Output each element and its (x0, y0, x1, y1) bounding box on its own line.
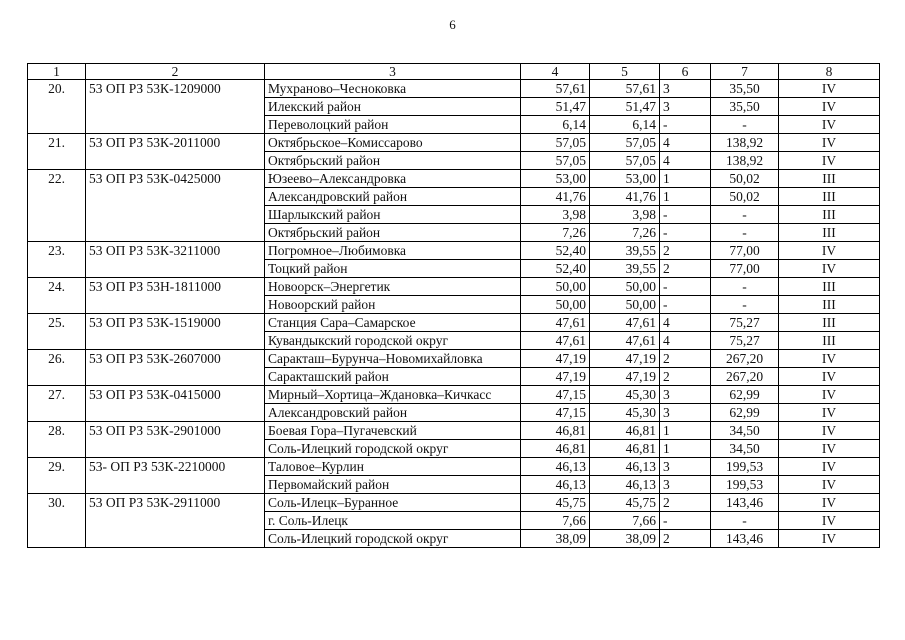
row-number-cell: 20. (28, 80, 86, 134)
col4-cell: 47,61 (521, 314, 590, 332)
row-number-cell: 27. (28, 386, 86, 422)
col7-cell: 62,99 (711, 404, 779, 422)
col6-cell: - (660, 296, 711, 314)
col4-cell: 3,98 (521, 206, 590, 224)
road-name-cell: Боевая Гора–Пугачевский (265, 422, 521, 440)
col8-cell: IV (779, 404, 880, 422)
road-name-cell: Первомайский район (265, 476, 521, 494)
road-name-cell: Соль-Илецкий городской округ (265, 440, 521, 458)
col8-cell: IV (779, 350, 880, 368)
road-name-cell: Новоорск–Энергетик (265, 278, 521, 296)
col4-cell: 52,40 (521, 242, 590, 260)
col5-cell: 39,55 (590, 260, 660, 278)
header-row (28, 64, 880, 80)
road-name-cell: Погромное–Любимовка (265, 242, 521, 260)
col4-cell: 45,75 (521, 494, 590, 512)
road-name-cell: Мухраново–Чесноковка (265, 80, 521, 98)
road-name-cell: Саракташ–Бурунча–Новомихайловка (265, 350, 521, 368)
road-name-cell: Шарлыкский район (265, 206, 521, 224)
col6-cell: - (660, 206, 711, 224)
road-name-cell: Тоцкий район (265, 260, 521, 278)
col7-cell: 138,92 (711, 152, 779, 170)
col6-cell: 2 (660, 494, 711, 512)
road-code-cell: 53 ОП РЗ 53К-0425000 (86, 170, 265, 242)
col5-cell: 47,61 (590, 332, 660, 350)
col8-cell: IV (779, 152, 880, 170)
table-row (28, 314, 880, 332)
col6-cell: 3 (660, 458, 711, 476)
table-body (28, 80, 880, 548)
col-header-8: 8 (779, 64, 880, 80)
col8-cell: IV (779, 242, 880, 260)
road-name-cell: Октябрьский район (265, 152, 521, 170)
col7-cell: 138,92 (711, 134, 779, 152)
col5-cell: 41,76 (590, 188, 660, 206)
col6-cell: 3 (660, 386, 711, 404)
col6-cell: 3 (660, 404, 711, 422)
col5-cell: 46,81 (590, 440, 660, 458)
road-code-cell: 53 ОП РЗ 53К-3211000 (86, 242, 265, 278)
col7-cell: 50,02 (711, 170, 779, 188)
col-header-5: 5 (590, 64, 660, 80)
col6-cell: 2 (660, 350, 711, 368)
col8-cell: IV (779, 530, 880, 548)
col7-cell: - (711, 512, 779, 530)
col8-cell: III (779, 206, 880, 224)
col7-cell: - (711, 116, 779, 134)
table-row (28, 494, 880, 512)
road-name-cell: г. Соль-Илецк (265, 512, 521, 530)
col6-cell: - (660, 512, 711, 530)
roads-table (27, 63, 880, 548)
col4-cell: 41,76 (521, 188, 590, 206)
col6-cell: 4 (660, 332, 711, 350)
col8-cell: IV (779, 116, 880, 134)
road-code-cell: 53 ОП РЗ 53К-1209000 (86, 80, 265, 134)
col6-cell: 1 (660, 188, 711, 206)
table-row (28, 80, 880, 98)
col7-cell: 62,99 (711, 386, 779, 404)
table-row (28, 350, 880, 368)
col-header-3: 3 (265, 64, 521, 80)
col7-cell: 75,27 (711, 314, 779, 332)
col7-cell: 50,02 (711, 188, 779, 206)
table-row (28, 170, 880, 188)
road-name-cell: Октябрьский район (265, 224, 521, 242)
col8-cell: III (779, 170, 880, 188)
col-header-6: 6 (660, 64, 711, 80)
col8-cell: IV (779, 98, 880, 116)
col6-cell: 3 (660, 98, 711, 116)
col4-cell: 47,61 (521, 332, 590, 350)
col6-cell: 1 (660, 170, 711, 188)
col8-cell: IV (779, 368, 880, 386)
col5-cell: 47,19 (590, 350, 660, 368)
col5-cell: 7,66 (590, 512, 660, 530)
col4-cell: 46,13 (521, 476, 590, 494)
road-code-cell: 53 ОП РЗ 53Н-1811000 (86, 278, 265, 314)
col7-cell: 75,27 (711, 332, 779, 350)
col5-cell: 50,00 (590, 278, 660, 296)
col4-cell: 53,00 (521, 170, 590, 188)
col4-cell: 51,47 (521, 98, 590, 116)
col8-cell: IV (779, 386, 880, 404)
col5-cell: 7,26 (590, 224, 660, 242)
row-number-cell: 23. (28, 242, 86, 278)
col5-cell: 38,09 (590, 530, 660, 548)
road-code-cell: 53 ОП РЗ 53К-2911000 (86, 494, 265, 548)
col6-cell: 1 (660, 422, 711, 440)
col4-cell: 57,05 (521, 134, 590, 152)
col6-cell: - (660, 278, 711, 296)
road-name-cell: Александровский район (265, 404, 521, 422)
col4-cell: 46,81 (521, 422, 590, 440)
col-header-2: 2 (86, 64, 265, 80)
table-row (28, 422, 880, 440)
col8-cell: IV (779, 476, 880, 494)
col8-cell: IV (779, 494, 880, 512)
col4-cell: 47,15 (521, 386, 590, 404)
col5-cell: 45,30 (590, 404, 660, 422)
table-row (28, 278, 880, 296)
col5-cell: 6,14 (590, 116, 660, 134)
col4-cell: 47,19 (521, 368, 590, 386)
col8-cell: IV (779, 512, 880, 530)
col4-cell: 38,09 (521, 530, 590, 548)
col7-cell: - (711, 206, 779, 224)
col8-cell: III (779, 224, 880, 242)
col5-cell: 51,47 (590, 98, 660, 116)
col7-cell: 143,46 (711, 494, 779, 512)
col6-cell: 2 (660, 368, 711, 386)
col8-cell: IV (779, 80, 880, 98)
road-name-cell: Илекский район (265, 98, 521, 116)
col5-cell: 45,75 (590, 494, 660, 512)
row-number-cell: 21. (28, 134, 86, 170)
road-name-cell: Таловое–Курлин (265, 458, 521, 476)
col8-cell: IV (779, 440, 880, 458)
col8-cell: III (779, 332, 880, 350)
col7-cell: 199,53 (711, 476, 779, 494)
col5-cell: 39,55 (590, 242, 660, 260)
road-name-cell: Новоорский район (265, 296, 521, 314)
row-number-cell: 22. (28, 170, 86, 242)
col5-cell: 57,05 (590, 152, 660, 170)
col6-cell: 2 (660, 260, 711, 278)
road-name-cell: Октябрьское–Комиссарово (265, 134, 521, 152)
col6-cell: - (660, 224, 711, 242)
col8-cell: IV (779, 422, 880, 440)
col8-cell: III (779, 278, 880, 296)
col5-cell: 57,05 (590, 134, 660, 152)
road-name-cell: Кувандыкский городской округ (265, 332, 521, 350)
page-number: 6 (449, 17, 456, 32)
col5-cell: 46,81 (590, 422, 660, 440)
col4-cell: 7,26 (521, 224, 590, 242)
col6-cell: 4 (660, 152, 711, 170)
col7-cell: 199,53 (711, 458, 779, 476)
col7-cell: 143,46 (711, 530, 779, 548)
col6-cell: 2 (660, 530, 711, 548)
col4-cell: 57,05 (521, 152, 590, 170)
col4-cell: 50,00 (521, 278, 590, 296)
col7-cell: 35,50 (711, 80, 779, 98)
row-number-cell: 29. (28, 458, 86, 494)
col4-cell: 52,40 (521, 260, 590, 278)
col7-cell: - (711, 296, 779, 314)
col4-cell: 57,61 (521, 80, 590, 98)
col7-cell: - (711, 224, 779, 242)
row-number-cell: 26. (28, 350, 86, 386)
col4-cell: 47,15 (521, 404, 590, 422)
col8-cell: III (779, 188, 880, 206)
road-name-cell: Мирный–Хортица–Ждановка–Кичкасс (265, 386, 521, 404)
col7-cell: 267,20 (711, 368, 779, 386)
road-code-cell: 53- ОП РЗ 53К-2210000 (86, 458, 265, 494)
col5-cell: 45,30 (590, 386, 660, 404)
col7-cell: 267,20 (711, 350, 779, 368)
table-row (28, 386, 880, 404)
col4-cell: 47,19 (521, 350, 590, 368)
col4-cell: 46,13 (521, 458, 590, 476)
col6-cell: 4 (660, 314, 711, 332)
col5-cell: 46,13 (590, 458, 660, 476)
road-name-cell: Юзеево–Александровка (265, 170, 521, 188)
road-code-cell: 53 ОП РЗ 53К-2607000 (86, 350, 265, 386)
row-number-cell: 28. (28, 422, 86, 458)
col6-cell: 4 (660, 134, 711, 152)
road-code-cell: 53 ОП РЗ 53К-1519000 (86, 314, 265, 350)
col5-cell: 47,19 (590, 368, 660, 386)
col5-cell: 50,00 (590, 296, 660, 314)
col8-cell: IV (779, 458, 880, 476)
col6-cell: 2 (660, 242, 711, 260)
col6-cell: 3 (660, 80, 711, 98)
col5-cell: 57,61 (590, 80, 660, 98)
row-number-cell: 24. (28, 278, 86, 314)
col-header-7: 7 (711, 64, 779, 80)
col7-cell: 77,00 (711, 260, 779, 278)
road-name-cell: Соль-Илецкий городской округ (265, 530, 521, 548)
col5-cell: 47,61 (590, 314, 660, 332)
road-name-cell: Переволоцкий район (265, 116, 521, 134)
col4-cell: 7,66 (521, 512, 590, 530)
col5-cell: 46,13 (590, 476, 660, 494)
col7-cell: 77,00 (711, 242, 779, 260)
col-header-1: 1 (28, 64, 86, 80)
col8-cell: IV (779, 260, 880, 278)
road-name-cell: Соль-Илецк–Буранное (265, 494, 521, 512)
row-number-cell: 25. (28, 314, 86, 350)
road-name-cell: Станция Сара–Самарское (265, 314, 521, 332)
col-header-4: 4 (521, 64, 590, 80)
col7-cell: 34,50 (711, 440, 779, 458)
col4-cell: 50,00 (521, 296, 590, 314)
col8-cell: III (779, 314, 880, 332)
road-code-cell: 53 ОП РЗ 53К-2901000 (86, 422, 265, 458)
col7-cell: 34,50 (711, 422, 779, 440)
table-row (28, 134, 880, 152)
col5-cell: 3,98 (590, 206, 660, 224)
col8-cell: III (779, 296, 880, 314)
road-name-cell: Саракташский район (265, 368, 521, 386)
col4-cell: 6,14 (521, 116, 590, 134)
road-name-cell: Александровский район (265, 188, 521, 206)
col5-cell: 53,00 (590, 170, 660, 188)
col4-cell: 46,81 (521, 440, 590, 458)
col6-cell: - (660, 116, 711, 134)
row-number-cell: 30. (28, 494, 86, 548)
col6-cell: 3 (660, 476, 711, 494)
table-row (28, 242, 880, 260)
col6-cell: 1 (660, 440, 711, 458)
col7-cell: 35,50 (711, 98, 779, 116)
col8-cell: IV (779, 134, 880, 152)
table-row (28, 458, 880, 476)
col7-cell: - (711, 278, 779, 296)
road-code-cell: 53 ОП РЗ 53К-2011000 (86, 134, 265, 170)
road-code-cell: 53 ОП РЗ 53К-0415000 (86, 386, 265, 422)
